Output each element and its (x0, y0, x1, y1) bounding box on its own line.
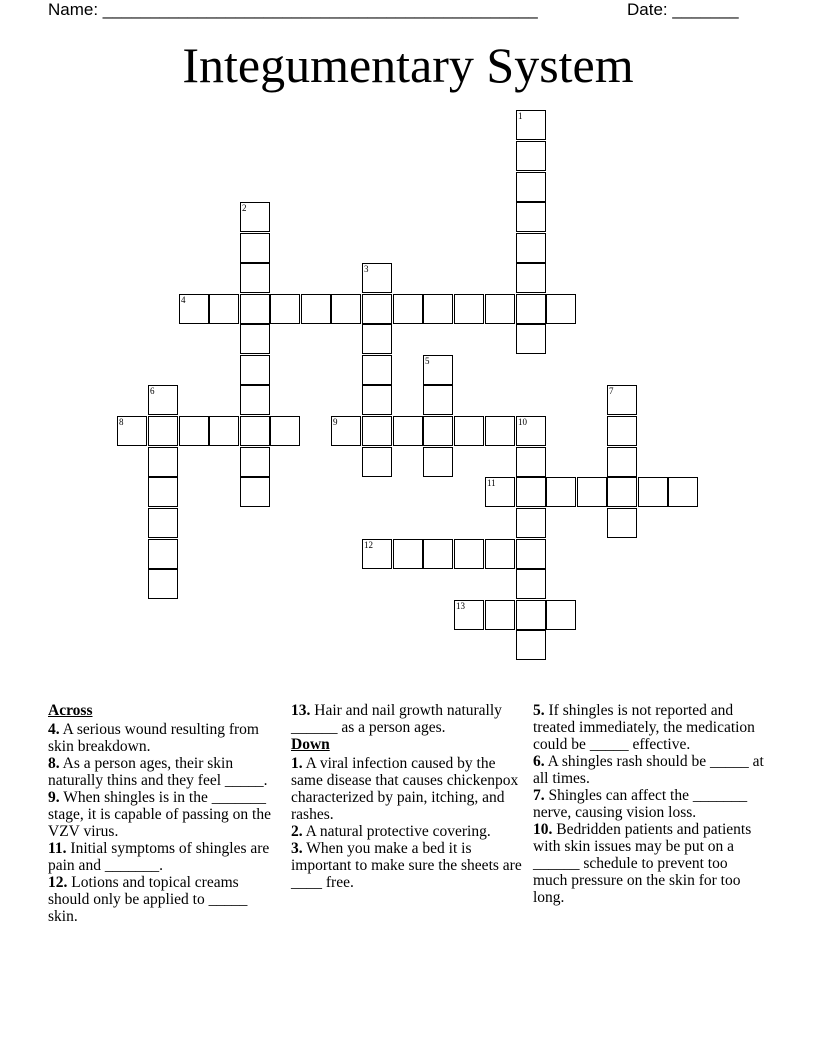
clue-number: 9. (48, 789, 60, 806)
cell-number-8: 8 (119, 417, 124, 427)
cell-number-10: 10 (518, 417, 527, 427)
crossword-cell[interactable] (240, 294, 270, 324)
crossword-cell[interactable] (362, 416, 392, 446)
crossword-cell[interactable] (516, 447, 546, 477)
clue-across-13 (291, 702, 523, 736)
clue-number: 2. (291, 823, 303, 840)
crossword-cell[interactable] (546, 600, 576, 630)
crossword-cell[interactable] (454, 294, 484, 324)
crossword-cell[interactable] (240, 233, 270, 263)
clue-number: 6. (533, 753, 545, 770)
crossword-cell[interactable] (607, 508, 637, 538)
clue-down-1 (291, 755, 523, 823)
crossword-cell[interactable] (209, 416, 239, 446)
page-title: Integumentary System (182, 37, 634, 93)
crossword-cell[interactable] (516, 569, 546, 599)
crossword-cell[interactable] (301, 294, 331, 324)
clue-text: A serious wound resulting from skin breakdown. (48, 721, 259, 755)
clue-across-9 (48, 789, 280, 840)
crossword-cell[interactable] (393, 539, 423, 569)
clue-number: 3. (291, 840, 303, 857)
crossword-cell[interactable] (362, 385, 392, 415)
down-heading: Down (291, 736, 330, 753)
crossword-cell[interactable] (516, 172, 546, 202)
crossword-cell[interactable] (270, 416, 300, 446)
crossword-cell[interactable] (423, 539, 453, 569)
clue-number: 5. (533, 702, 545, 719)
cell-number-1: 1 (518, 111, 523, 121)
clue-across-12 (48, 874, 280, 925)
clue-down-5 (533, 702, 765, 753)
crossword-cell[interactable] (148, 508, 178, 538)
crossword-cell[interactable] (240, 477, 270, 507)
clue-column-1 (48, 702, 280, 925)
clue-across-4 (48, 721, 280, 755)
crossword-cell[interactable] (393, 294, 423, 324)
cell-number-12: 12 (364, 540, 373, 550)
crossword-cell[interactable] (240, 355, 270, 385)
crossword-cell[interactable] (148, 569, 178, 599)
crossword-cell[interactable] (546, 477, 576, 507)
clue-text: When shingles is in the _______ stage, it is capable of passing on the VZV virus. (48, 789, 271, 840)
clue-column-3 (533, 702, 765, 906)
name-field-label: Name: ______________________________________________ (48, 0, 538, 19)
crossword-cell[interactable] (423, 294, 453, 324)
clue-text: If shingles is not reported and treated immediately, the medication could be _____ effective. (533, 702, 755, 753)
clue-number: 10. (533, 821, 553, 838)
cell-number-4: 4 (181, 295, 186, 305)
clue-text: When you make a bed it is important to make sure the sheets are ____ free. (291, 840, 522, 891)
crossword-cell[interactable] (423, 447, 453, 477)
crossword-cell[interactable] (516, 202, 546, 232)
crossword-cell[interactable] (577, 477, 607, 507)
crossword-cell[interactable] (607, 477, 637, 507)
date-field-label: Date: _______ (627, 0, 739, 19)
clue-number: 1. (291, 755, 303, 772)
crossword-cell[interactable] (607, 447, 637, 477)
crossword-cell[interactable] (240, 416, 270, 446)
crossword-cell[interactable] (454, 539, 484, 569)
crossword-cell[interactable] (179, 416, 209, 446)
cell-number-3: 3 (364, 264, 369, 274)
crossword-cell[interactable] (362, 324, 392, 354)
crossword-cell[interactable] (148, 416, 178, 446)
crossword-cell[interactable] (240, 385, 270, 415)
clue-down-2 (291, 823, 523, 840)
crossword-cell[interactable] (485, 416, 515, 446)
cell-number-5: 5 (425, 356, 430, 366)
crossword-cell[interactable] (516, 477, 546, 507)
crossword-cell[interactable] (485, 600, 515, 630)
clue-text: Initial symptoms of shingles are pain and _______. (48, 840, 270, 874)
clue-across-11 (48, 840, 280, 874)
cell-number-9: 9 (333, 417, 338, 427)
crossword-cell[interactable] (516, 600, 546, 630)
clue-down-6 (533, 753, 765, 787)
clue-number: 13. (291, 702, 311, 719)
crossword-cell[interactable] (393, 416, 423, 446)
clue-down-7 (533, 787, 765, 821)
crossword-cell[interactable] (240, 263, 270, 293)
crossword-cell[interactable] (516, 233, 546, 263)
crossword-cell[interactable] (454, 416, 484, 446)
clue-down-10 (533, 821, 765, 906)
crossword-cell[interactable] (516, 141, 546, 171)
cell-number-7: 7 (609, 386, 614, 396)
crossword-cell[interactable] (485, 539, 515, 569)
crossword-cell[interactable] (423, 416, 453, 446)
across-heading: Across (48, 702, 93, 719)
clue-column-2 (291, 702, 523, 891)
crossword-cell[interactable] (607, 416, 637, 446)
clue-number: 4. (48, 721, 60, 738)
crossword-cell[interactable] (516, 508, 546, 538)
crossword-cell[interactable] (516, 539, 546, 569)
crossword-cell[interactable] (148, 477, 178, 507)
clue-number: 8. (48, 755, 60, 772)
crossword-cell[interactable] (638, 477, 668, 507)
crossword-cell[interactable] (668, 477, 698, 507)
crossword-cell[interactable] (516, 263, 546, 293)
crossword-cell[interactable] (423, 385, 453, 415)
clue-text: As a person ages, their skin naturally thins and they feel _____. (48, 755, 268, 789)
crossword-cell[interactable] (148, 447, 178, 477)
clue-text: A viral infection caused by the same disease that causes chickenpox characterized by pain, itching, and rashes. (291, 755, 519, 823)
cell-number-13: 13 (456, 601, 465, 611)
crossword-cell[interactable] (362, 355, 392, 385)
crossword-cell[interactable] (331, 294, 361, 324)
crossword-cell[interactable] (270, 294, 300, 324)
clue-text: Shingles can affect the _______ nerve, causing vision loss. (533, 787, 748, 821)
clue-number: 11. (48, 840, 67, 857)
clue-down-3 (291, 840, 523, 891)
crossword-cell[interactable] (240, 447, 270, 477)
crossword-cell[interactable] (516, 324, 546, 354)
crossword-cell[interactable] (362, 294, 392, 324)
crossword-cell[interactable] (516, 294, 546, 324)
clue-text: Bedridden patients and patients with skin issues may be put on a ______ schedule to prevent too much pressure on the skin for too long. (533, 821, 752, 906)
cell-number-6: 6 (150, 386, 155, 396)
crossword-cell[interactable] (485, 294, 515, 324)
clue-number: 12. (48, 874, 68, 891)
crossword-cell[interactable] (546, 294, 576, 324)
crossword-cell[interactable] (516, 630, 546, 660)
crossword-cell[interactable] (240, 324, 270, 354)
cell-number-2: 2 (242, 203, 247, 213)
clue-text: Hair and nail growth naturally ______ as a person ages. (291, 702, 502, 736)
crossword-cell[interactable] (362, 447, 392, 477)
clue-text: A natural protective covering. (302, 823, 491, 840)
clue-number: 7. (533, 787, 545, 804)
clue-text: Lotions and topical creams should only be applied to _____ skin. (48, 874, 248, 925)
crossword-cell[interactable] (148, 539, 178, 569)
clue-text: A shingles rash should be _____ at all times. (533, 753, 764, 787)
cell-number-11: 11 (487, 478, 496, 488)
clue-across-8 (48, 755, 280, 789)
crossword-cell[interactable] (209, 294, 239, 324)
